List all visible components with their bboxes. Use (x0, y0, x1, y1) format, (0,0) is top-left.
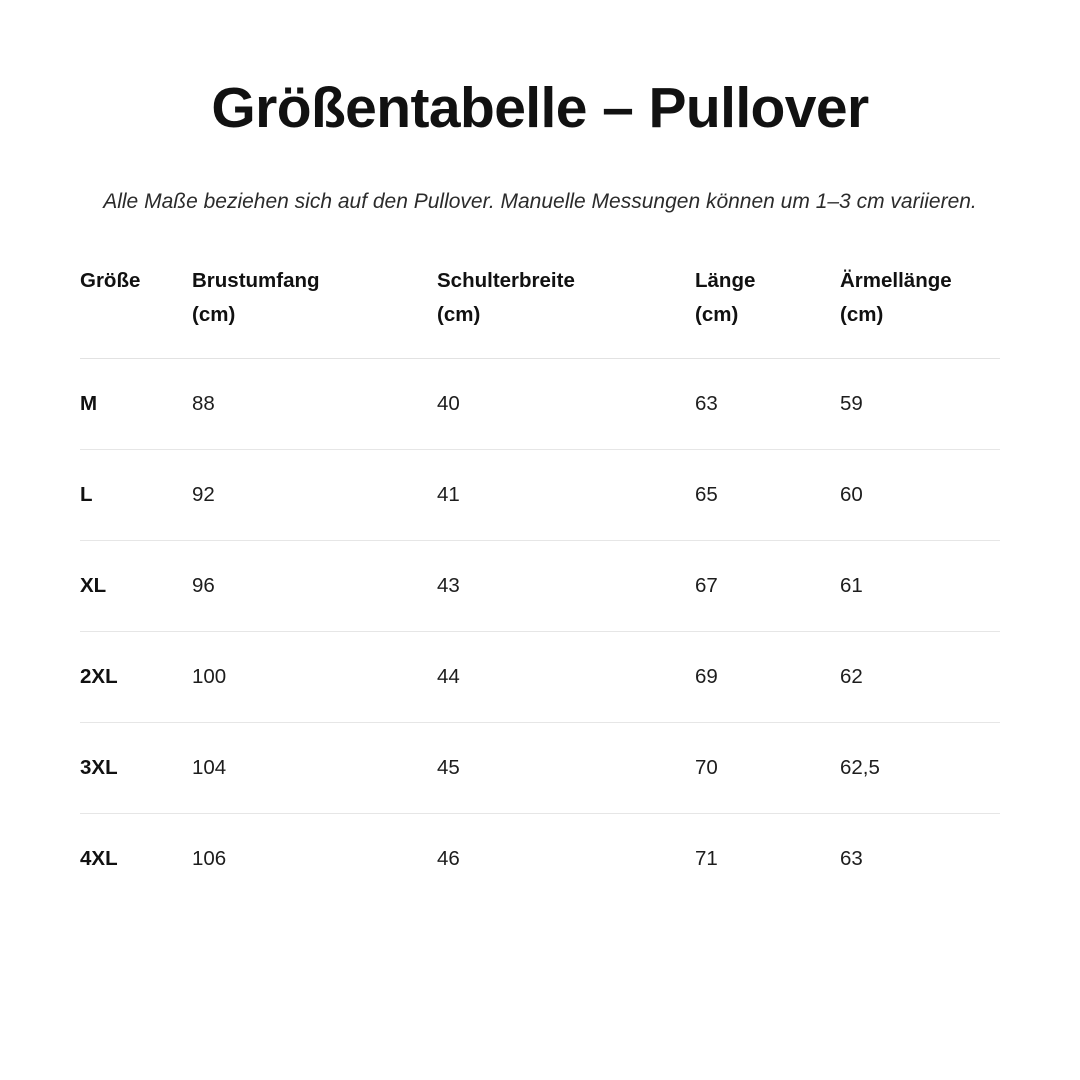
table-row (80, 358, 1000, 449)
cell-shoulder: 41 (437, 449, 695, 540)
cell-sleeve: 60 (840, 449, 1000, 540)
cell-chest: 100 (192, 631, 437, 722)
table-row (80, 631, 1000, 722)
cell-length: 69 (695, 631, 840, 722)
cell-sleeve: 62,5 (840, 722, 1000, 813)
cell-size: L (80, 449, 192, 540)
table-body (80, 358, 1000, 904)
column-header-chest (192, 264, 437, 358)
size-table (80, 264, 1000, 904)
cell-length: 71 (695, 846, 718, 870)
cell-sleeve: 59 (840, 358, 1000, 449)
column-header-shoulder-unit: (cm) (437, 302, 481, 326)
column-header-size-label: Größe (80, 269, 141, 293)
column-header-shoulder (437, 264, 695, 358)
cell-shoulder: 46 (437, 846, 460, 870)
table-row (80, 722, 1000, 813)
cell-length: 65 (695, 449, 840, 540)
table-header-row (80, 264, 1000, 358)
cell-shoulder: 44 (437, 631, 695, 722)
cell-length: 63 (695, 358, 840, 449)
column-header-sleeve-label: Ärmellänge (840, 269, 952, 293)
column-header-length-unit: (cm) (695, 302, 739, 326)
cell-shoulder: 45 (437, 722, 695, 813)
cell-chest: 106 (192, 846, 227, 870)
cell-chest: 96 (192, 540, 437, 631)
cell-sleeve: 62 (840, 631, 1000, 722)
table-row (80, 449, 1000, 540)
column-header-size (80, 264, 192, 358)
size-table-container (80, 264, 1000, 904)
cell-size: M (80, 358, 192, 449)
column-header-chest-label: Brustumfang (192, 269, 320, 293)
cell-length: 67 (695, 540, 840, 631)
table-row (80, 540, 1000, 631)
column-header-sleeve (840, 264, 1000, 358)
cell-shoulder: 43 (437, 540, 695, 631)
column-header-chest-unit: (cm) (192, 302, 236, 326)
column-header-length-label: Länge (695, 269, 756, 293)
cell-size: 2XL (80, 631, 192, 722)
table-header (80, 264, 1000, 358)
cell-shoulder: 40 (437, 358, 695, 449)
column-header-sleeve-unit: (cm) (840, 302, 884, 326)
cell-size: 3XL (80, 722, 192, 813)
cell-chest: 104 (192, 722, 437, 813)
cell-chest: 88 (192, 358, 437, 449)
cell-sleeve: 61 (840, 540, 1000, 631)
measurement-note: Alle Maße beziehen sich auf den Pullover. Manuelle Messungen können um 1–3 cm variieren. (103, 189, 977, 213)
cell-sleeve: 63 (840, 846, 863, 870)
page-title: Größentabelle – Pullover (211, 76, 869, 140)
cell-size: 4XL (80, 846, 118, 870)
cell-chest: 92 (192, 449, 437, 540)
table-row (80, 813, 1000, 904)
cell-length: 70 (695, 722, 840, 813)
column-header-shoulder-label: Schulterbreite (437, 269, 575, 293)
column-header-length (695, 264, 840, 358)
cell-size: XL (80, 540, 192, 631)
